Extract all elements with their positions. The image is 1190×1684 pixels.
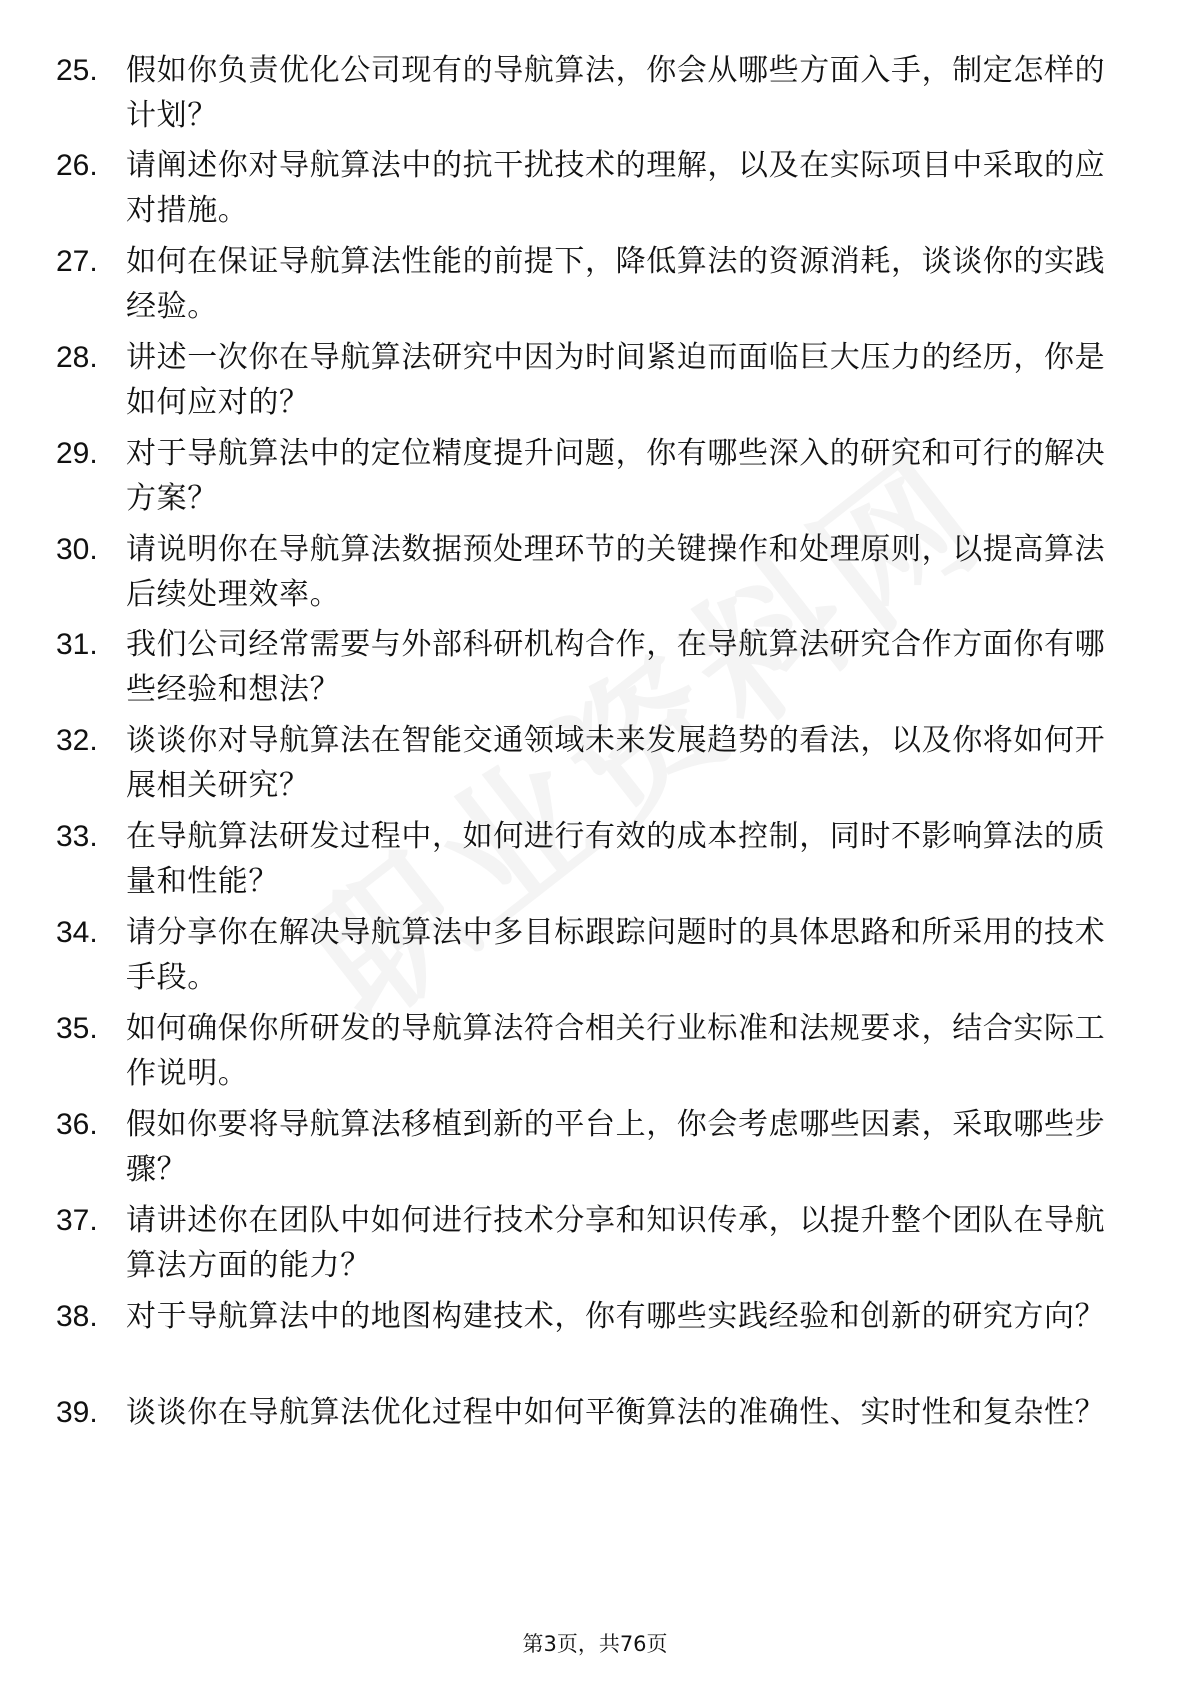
question-item (56, 718, 1136, 808)
question-text: 请说明你在导航算法数据预处理环节的关键操作和处理原则，以提高算法后续处理效率。 (126, 532, 1106, 612)
question-item (56, 335, 1136, 425)
question-text: 请阐述你对导航算法中的抗干扰技术的理解，以及在实际项目中采取的应对措施。 (126, 148, 1106, 228)
question-text: 假如你负责优化公司现有的导航算法，你会从哪些方面入手，制定怎样的计划？ (126, 53, 1106, 133)
question-number: 34. (56, 916, 98, 949)
question-text: 请讲述你在团队中如何进行技术分享和知识传承，以提升整个团队在导航算法方面的能力？ (126, 1203, 1106, 1283)
question-item (56, 1006, 1136, 1096)
question-number: 37. (56, 1204, 98, 1237)
question-text: 对于导航算法中的定位精度提升问题，你有哪些深入的研究和可行的解决方案？ (126, 436, 1106, 516)
question-number: 25. (56, 54, 98, 87)
question-item (56, 1294, 1136, 1339)
question-text: 如何在保证导航算法性能的前提下，降低算法的资源消耗，谈谈你的实践经验。 (126, 244, 1106, 324)
question-text: 请分享你在解决导航算法中多目标跟踪问题时的具体思路和所采用的技术手段。 (126, 915, 1106, 995)
question-number: 31. (56, 628, 98, 661)
question-number: 26. (56, 149, 98, 182)
question-item (56, 527, 1136, 617)
question-number: 35. (56, 1012, 98, 1045)
question-text: 在导航算法研发过程中，如何进行有效的成本控制，同时不影响算法的质量和性能？ (126, 819, 1106, 899)
question-text: 假如你要将导航算法移植到新的平台上，你会考虑哪些因素，采取哪些步骤？ (126, 1107, 1106, 1187)
question-text: 如何确保你所研发的导航算法符合相关行业标准和法规要求，结合实际工作说明。 (126, 1011, 1106, 1091)
question-item (56, 622, 1136, 712)
question-number: 27. (56, 245, 98, 278)
question-item (56, 239, 1136, 329)
page-footer (0, 1632, 1190, 1656)
question-text: 谈谈你对导航算法在智能交通领域未来发展趋势的看法，以及你将如何开展相关研究？ (126, 723, 1106, 803)
question-item (56, 1390, 1136, 1435)
question-item (56, 431, 1136, 521)
question-number: 29. (56, 437, 98, 470)
question-number: 33. (56, 820, 98, 853)
question-number: 36. (56, 1108, 98, 1141)
question-item (56, 48, 1136, 138)
question-item (56, 1102, 1136, 1192)
page-number: 第3页，共76页 (522, 1632, 668, 1656)
question-item (56, 143, 1136, 233)
question-text: 讲述一次你在导航算法研究中因为时间紧迫而面临巨大压力的经历，你是如何应对的？ (126, 340, 1106, 420)
question-item (56, 910, 1136, 1000)
question-number: 28. (56, 341, 98, 374)
question-number: 32. (56, 724, 98, 757)
question-number: 30. (56, 533, 98, 566)
question-text: 对于导航算法中的地图构建技术，你有哪些实践经验和创新的研究方向？ (126, 1299, 1106, 1334)
question-number: 39. (56, 1396, 98, 1429)
question-text: 谈谈你在导航算法优化过程中如何平衡算法的准确性、实时性和复杂性？ (126, 1395, 1106, 1430)
question-text: 我们公司经常需要与外部科研机构合作，在导航算法研究合作方面你有哪些经验和想法？ (126, 627, 1106, 707)
question-item (56, 814, 1136, 904)
question-item (56, 1198, 1136, 1288)
question-number: 38. (56, 1300, 98, 1333)
